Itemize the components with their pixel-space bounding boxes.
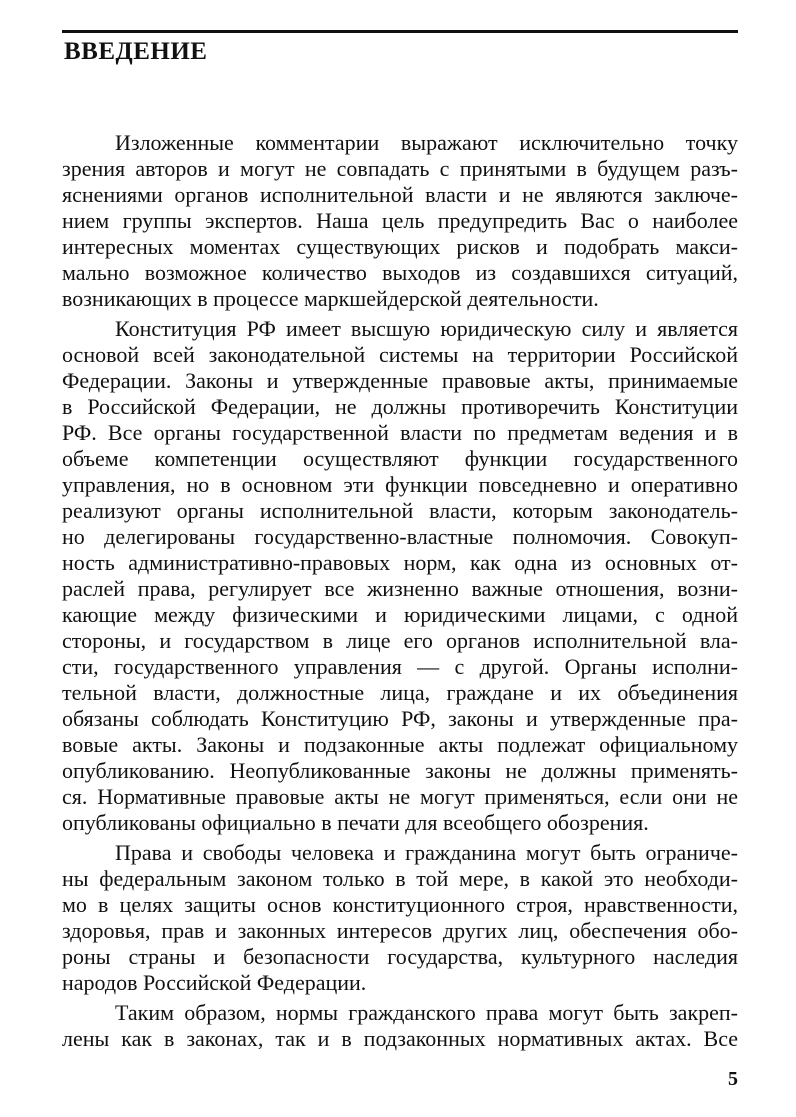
text-line: Федерации. Законы и утвержденные правовые акты, принимаемые [62, 368, 738, 393]
text-line: интересных моментах существующих рисков и подобрать макси- [62, 234, 738, 259]
text-line: опубликованию. Неопубликованные законы не должны применять- [62, 758, 738, 783]
text-line: Права и свободы человека и гражданина могут быть ограниче- [115, 840, 738, 865]
text-line: ся. Нормативные правовые акты не могут применяться, если они не [62, 784, 738, 809]
text-line: роны страны и безопасности государства, культурного наследия [62, 944, 738, 969]
text-line: Конституция РФ имеет высшую юридическую силу и является [115, 316, 738, 341]
text-line: основой всей законодательной системы на территории Российской [62, 342, 738, 367]
text-line: мально возможное количество выходов из создавшихся ситуаций, [62, 260, 738, 285]
paragraph [62, 316, 738, 836]
top-rule [62, 30, 738, 33]
text-line: сти, государственного управления — с другой. Органы исполни- [62, 654, 738, 679]
text-line: но делегированы государственно-властные полномочия. Совокуп- [62, 524, 738, 549]
text-line: ны федеральным законом только в той мере, в какой это необходи- [62, 866, 738, 891]
text-line: тельной власти, должностные лица, граждане и их объединения [62, 680, 738, 705]
body-text [62, 130, 738, 1052]
text-line: народов Российской Федерации. [62, 970, 367, 995]
paragraph [62, 1000, 738, 1052]
text-line: реализуют органы исполнительной власти, которым законодатель- [62, 498, 738, 523]
text-line: стороны, и государством в лице его органов исполнительной вла- [62, 628, 738, 653]
text-line: раслей права, регулирует все жизненно важные отношения, возни- [62, 576, 738, 601]
text-line: опубликованы официально в печати для всеобщего обозрения. [62, 810, 649, 835]
text-line: РФ. Все органы государственной власти по предметам ведения и в [62, 420, 738, 445]
text-line: яснениями органов исполнительной власти и не являются заключе- [62, 182, 738, 207]
text-line: здоровья, прав и законных интересов других лиц, обеспечения обо- [62, 918, 738, 943]
text-line: в Российской Федерации, не должны противоречить Конституции [62, 394, 738, 419]
text-line: возникающих в процессе маркшейдерской деятельности. [62, 286, 599, 311]
page-number: 5 [728, 1068, 738, 1090]
text-line: нием группы экспертов. Наша цель предупредить Вас о наиболее [62, 208, 738, 233]
text-line: кающие между физическими и юридическими лицами, с одной [62, 602, 738, 627]
text-line: объеме компетенции осуществляют функции государственного [62, 446, 738, 471]
text-line: управления, но в основном эти функции повседневно и оперативно [62, 472, 738, 497]
text-line: лены как в законах, так и в подзаконных нормативных актах. Все [62, 1026, 738, 1051]
paragraph [62, 840, 738, 996]
text-line: ность административно-правовых норм, как одна из основных от- [62, 550, 738, 575]
text-line: обязаны соблюдать Конституцию РФ, законы и утвержденные пра- [62, 706, 738, 731]
text-line: Изложенные комментарии выражают исключительно точку [115, 130, 738, 155]
text-line: мо в целях защиты основ конституционного строя, нравственности, [62, 892, 738, 917]
paragraph [62, 130, 738, 312]
text-line: вовые акты. Законы и подзаконные акты подлежат официальному [62, 732, 738, 757]
text-line: зрения авторов и могут не совпадать с принятыми в будущем разъ- [62, 156, 738, 181]
text-line: Таким образом, нормы гражданского права могут быть закреп- [115, 1000, 738, 1025]
section-heading: ВВЕДЕНИЕ [64, 38, 208, 65]
